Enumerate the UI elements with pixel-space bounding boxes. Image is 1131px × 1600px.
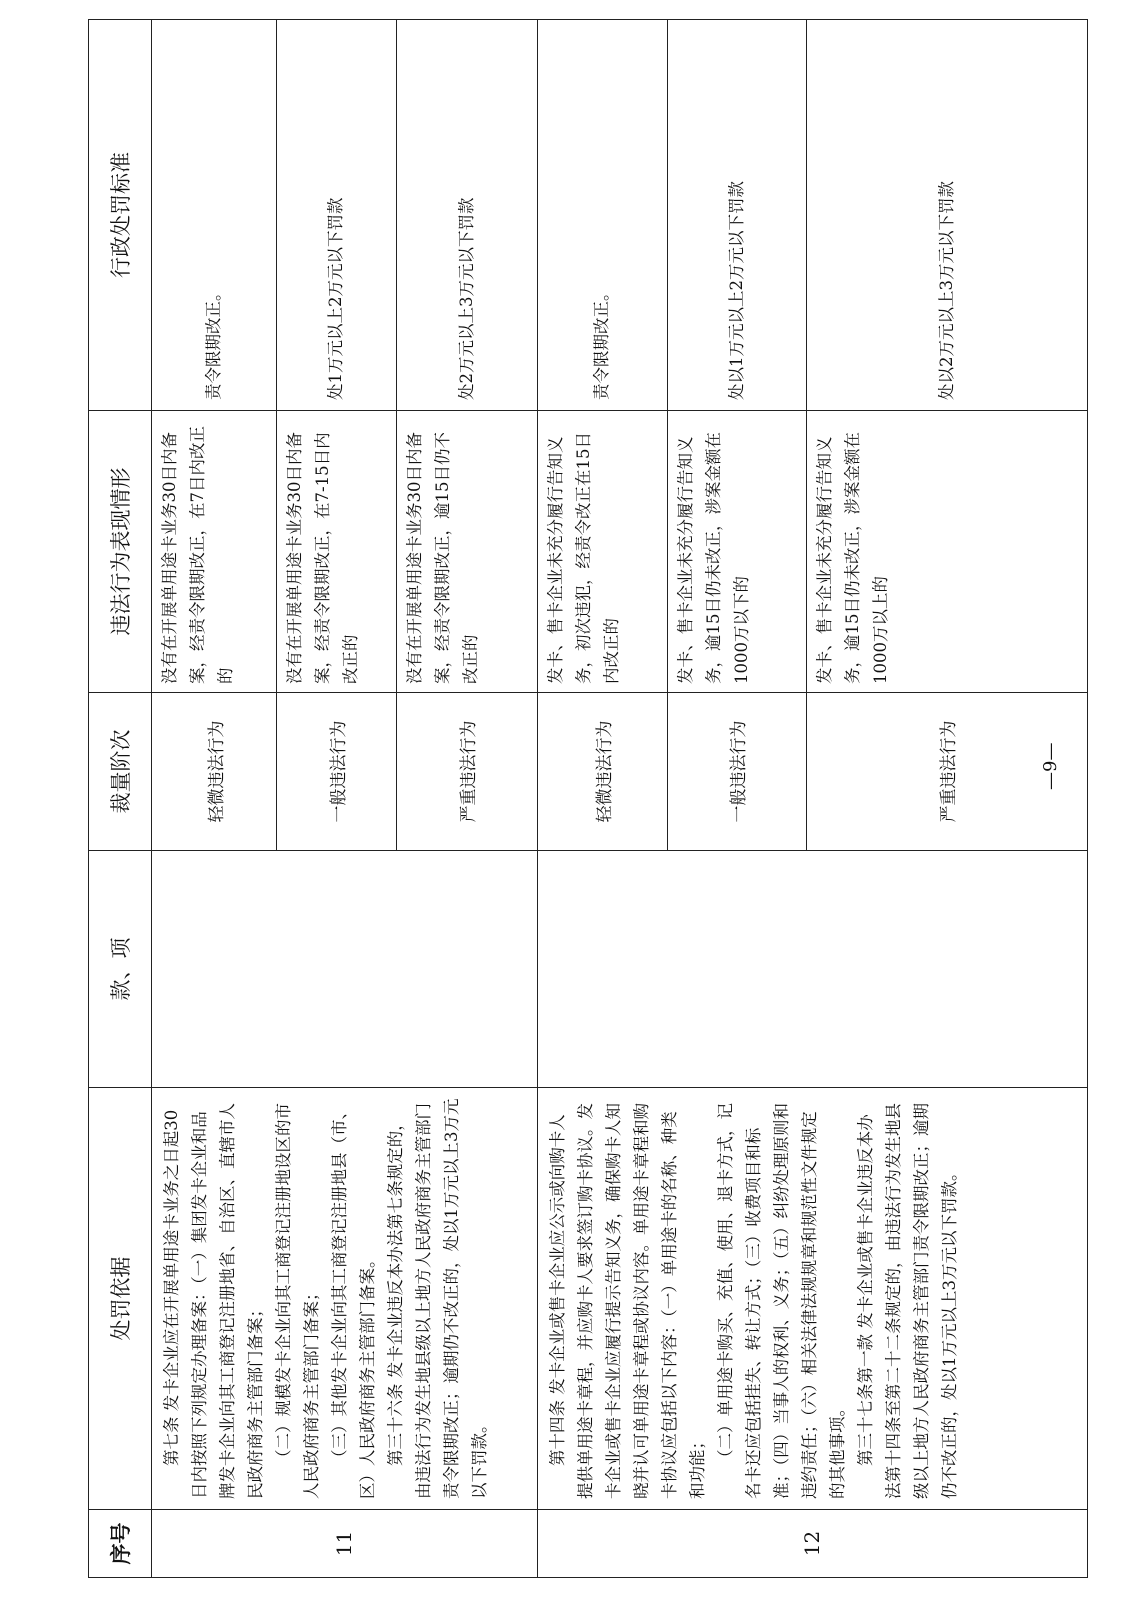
violation-situation: 发卡、售卡企业未充分履行告知义务，逾15日仍未改正，涉案金额在1000万以上的 bbox=[806, 411, 1087, 693]
table-header-row bbox=[89, 20, 152, 1578]
basis-paragraph: 第十四条 发卡企业或售卡企业应公示或向购卡人提供单用途卡章程，并应购卡人要求签订购卡协议。发卡企业或售卡企业应履行提示告知义务，确保购卡人知晓并认可单用途卡章程或协议内容。单用途卡章程和购卡协议应包括以下内容：（一）单用途卡的名称、种类和功能； bbox=[547, 1103, 707, 1499]
violation-situation: 没有在开展单用途卡业务30日内备案，经责令限期改正，在7日内改正的 bbox=[152, 411, 277, 693]
header-level: 裁量阶次 bbox=[89, 693, 152, 851]
penalty-standard: 责令限期改正。 bbox=[537, 20, 667, 411]
clause-cell bbox=[152, 851, 538, 1088]
violation-situation: 发卡、售卡企业未充分履行告知义务，初次违犯，经责令改正在15日内改正的 bbox=[537, 411, 667, 693]
penalty-standard: 处以1万元以上2万元以下罚款 bbox=[667, 20, 806, 411]
discretion-level: 一般违法行为 bbox=[667, 693, 806, 851]
violation-situation: 发卡、售卡企业未充分履行告知义务，逾15日仍未改正，涉案金额在1000万以下的 bbox=[667, 411, 806, 693]
basis-paragraph: （二）单用途卡购买、充值、使用、退卡方式，记名卡还应包括挂失、转让方式；（三）收费项目和标准；（四）当事人的权利、义务；（五）纠纷处理原则和违约责任；（六）相关法律法规规章和规范性文件规定的其他事项。 bbox=[715, 1103, 847, 1499]
basis-paragraph: 第三十七条第一款 发卡企业或售卡企业违反本办法第十四条至第二十二条规定的，由违法行为发生地县级以上地方人民政府商务主管部门责令限期改正；逾期仍不改正的，处以1万元以上3万元以下罚款。 bbox=[855, 1103, 959, 1499]
header-seq: 序号 bbox=[89, 1510, 152, 1578]
header-standard: 行政处罚标准 bbox=[89, 20, 152, 411]
rotated-table-container bbox=[88, 20, 1088, 1578]
violation-situation: 没有在开展单用途卡业务30日内备案，经责令限期改正，逾15日仍不改正的 bbox=[396, 411, 537, 693]
basis-paragraph: 第三十六条 发卡企业违反本办法第七条规定的，由违法行为发生地县级以上地方人民政府商务主管部门责令限期改正；逾期仍不改正的，处以1万元以上3万元以下罚款。 bbox=[386, 1098, 489, 1499]
discretion-level: 严重违法行为 bbox=[806, 693, 1087, 851]
table-row bbox=[537, 20, 667, 1578]
discretion-level: 一般违法行为 bbox=[277, 693, 397, 851]
penalty-table bbox=[88, 19, 1088, 1578]
violation-situation: 没有在开展单用途卡业务30日内备案，经责令限期改正，在7-15日内改正的 bbox=[277, 411, 397, 693]
header-basis: 处罚依据 bbox=[89, 1088, 152, 1510]
header-clause: 款、项 bbox=[89, 851, 152, 1088]
discretion-level: 严重违法行为 bbox=[396, 693, 537, 851]
page-number: —9— bbox=[1040, 742, 1061, 790]
basis-paragraph: （二）规模发卡企业向其工商登记注册地设区的市人民政府商务主管部门备案； bbox=[274, 1103, 321, 1499]
header-situation: 违法行为表现情形 bbox=[89, 411, 152, 693]
clause-cell bbox=[537, 851, 1087, 1088]
penalty-standard: 处1万元以上2万元以下罚款 bbox=[277, 20, 397, 411]
penalty-standard: 责令限期改正。 bbox=[152, 20, 277, 411]
penalty-standard: 处2万元以上3万元以下罚款 bbox=[396, 20, 537, 411]
row-number: 11 bbox=[152, 1510, 538, 1578]
basis-paragraph: 第七条 发卡企业应在开展单用途卡业务之日起30日内按照下列规定办理备案：（一）集团发卡企业和品牌发卡企业向其工商登记注册地省、自治区、直辖市人民政府商务主管部门备案； bbox=[162, 1103, 265, 1499]
penalty-basis bbox=[537, 1088, 1087, 1510]
discretion-level: 轻微违法行为 bbox=[152, 693, 277, 851]
basis-paragraph: （三）其他发卡企业向其工商登记注册地县（市、区）人民政府商务主管部门备案。 bbox=[330, 1103, 377, 1499]
table-row bbox=[152, 20, 277, 1578]
discretion-level: 轻微违法行为 bbox=[537, 693, 667, 851]
row-number: 12 bbox=[537, 1510, 1087, 1578]
penalty-standard: 处以2万元以上3万元以下罚款 bbox=[806, 20, 1087, 411]
penalty-basis bbox=[152, 1088, 538, 1510]
